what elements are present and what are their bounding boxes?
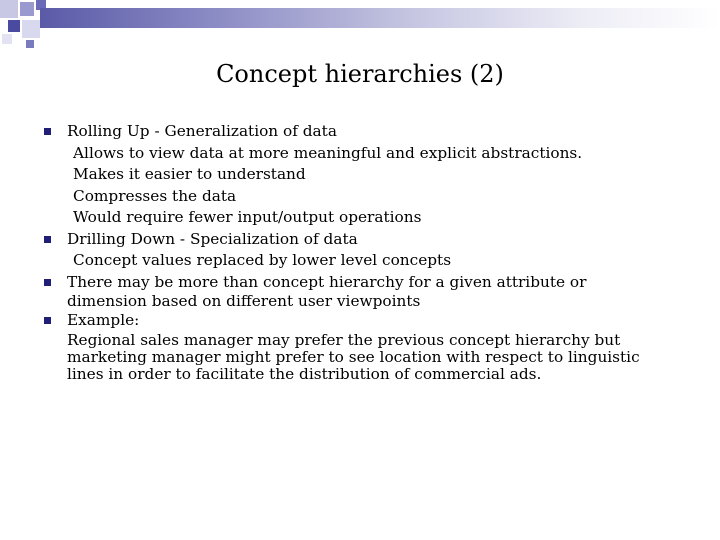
square-bullet-icon <box>44 279 51 286</box>
bullet-subtext: Makes it easier to understand <box>73 165 306 183</box>
square-bullet-icon <box>44 128 51 135</box>
bullet-text-continued: lines in order to facilitate the distribution of commercial ads. <box>67 364 542 383</box>
bullet-item-rolling-up <box>44 121 684 229</box>
slide-content <box>44 121 684 383</box>
bullet-item-drilling-down <box>44 229 684 272</box>
bullet-text: Rolling Up - Generalization of data <box>67 122 337 140</box>
bullet-text-continued: marketing manager might prefer to see location with respect to linguistic <box>67 347 640 366</box>
bullet-text-continued: Regional sales manager may prefer the previous concept hierarchy but <box>67 330 621 349</box>
bullet-text: There may be more than concept hierarchy for a given attribute or <box>67 272 587 291</box>
square-bullet-icon <box>44 317 51 324</box>
bullet-subtext: Would require fewer input/output operations <box>73 208 422 226</box>
bullet-item-multiple-hierarchies <box>44 272 684 311</box>
bullet-subtext: Concept values replaced by lower level concepts <box>73 251 452 269</box>
slide-title: Concept hierarchies (2) <box>216 60 504 88</box>
header-gradient-bar <box>40 8 720 28</box>
square-bullet-icon <box>44 236 51 243</box>
bullet-text-continued: dimension based on different user viewpoints <box>67 292 421 310</box>
bullet-text: Example: <box>67 311 140 329</box>
bullet-text: Drilling Down - Specialization of data <box>67 229 358 248</box>
bullet-subtext: Allows to view data at more meaningful and explicit abstractions. <box>73 143 583 162</box>
bullet-item-example <box>44 310 684 383</box>
bullet-subtext: Compresses the data <box>73 186 237 205</box>
